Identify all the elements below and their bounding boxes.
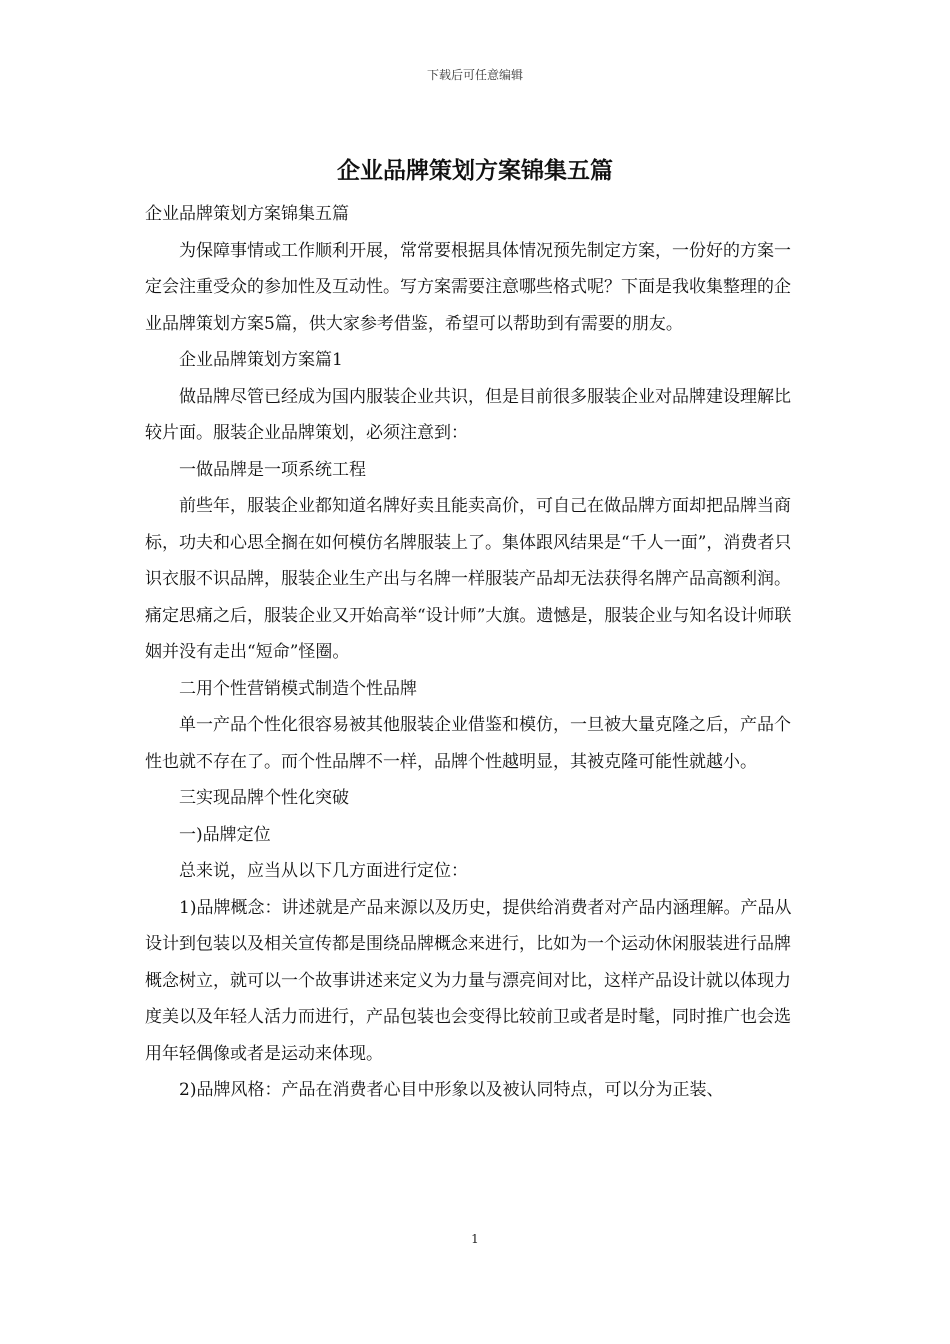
body-paragraph: 企业品牌策划方案锦集五篇 <box>145 204 349 224</box>
section-heading: 企业品牌策划方案篇1 <box>179 350 343 370</box>
section-heading: 一做品牌是一项系统工程 <box>179 459 366 480</box>
body-paragraph: 前些年，服装企业都知道名牌好卖且能卖高价，可自己在做品牌方面却把品牌当商标，功夫和心思全搁在如何模仿名牌服装上了。集体跟风结果是“千人一面”，消费者只识衣服不识品牌，服装企业生产出与名牌一样服装产品却无法获得名牌产品高额利润。痛定思痛之后，服装企业又开始高举“设计师”大旗。遗憾是，服装企业与知名设计师联姻并没有走出“短命”怪圈。 <box>145 496 792 662</box>
section-heading: 一)品牌定位 <box>179 824 271 845</box>
section-heading: 二用个性营销模式制造个性品牌 <box>179 678 417 699</box>
header-note: 下载后可任意编辑 <box>426 68 523 82</box>
body-paragraph: 1)品牌概念：讲述就是产品来源以及历史，提供给消费者对产品内涵理解。产品从设计到包装以及相关宣传都是围绕品牌概念来进行，比如为一个运动休闲服装进行品牌概念树立，就可以一个故事讲述来定义为力量与漂亮间对比，这样产品设计就以体现力度美以及年轻人活力而进行，产品包装也会变得比较前卫或者是时髦，同时推广也会选用年轻偶像或者是运动来体现。 <box>145 897 792 1064</box>
body-paragraph: 单一产品个性化很容易被其他服装企业借鉴和模仿，一旦被大量克隆之后，产品个性也就不存在了。而个性品牌不一样，品牌个性越明显，其被克隆可能性就越小。 <box>145 715 791 772</box>
body-paragraph: 总来说，应当从以下几方面进行定位： <box>179 861 468 881</box>
page-number: 1 <box>471 1232 479 1246</box>
body-paragraph: 2)品牌风格：产品在消费者心目中形象以及被认同特点，可以分为正装、 <box>179 1080 724 1100</box>
document-body <box>145 196 807 1109</box>
body-paragraph: 为保障事情或工作顺利开展，常常要根据具体情况预先制定方案，一份好的方案一定会注重受众的参加性及互动性。写方案需要注意哪些格式呢？下面是我收集整理的企业品牌策划方案5篇，供大家参考借鉴，希望可以帮助到有需要的朋友。 <box>145 240 791 334</box>
body-paragraph: 做品牌尽管已经成为国内服装企业共识，但是目前很多服装企业对品牌建设理解比较片面。服装企业品牌策划，必须注意到： <box>145 386 791 443</box>
document-title: 企业品牌策划方案锦集五篇 <box>337 157 613 184</box>
section-heading: 三实现品牌个性化突破 <box>179 788 349 808</box>
